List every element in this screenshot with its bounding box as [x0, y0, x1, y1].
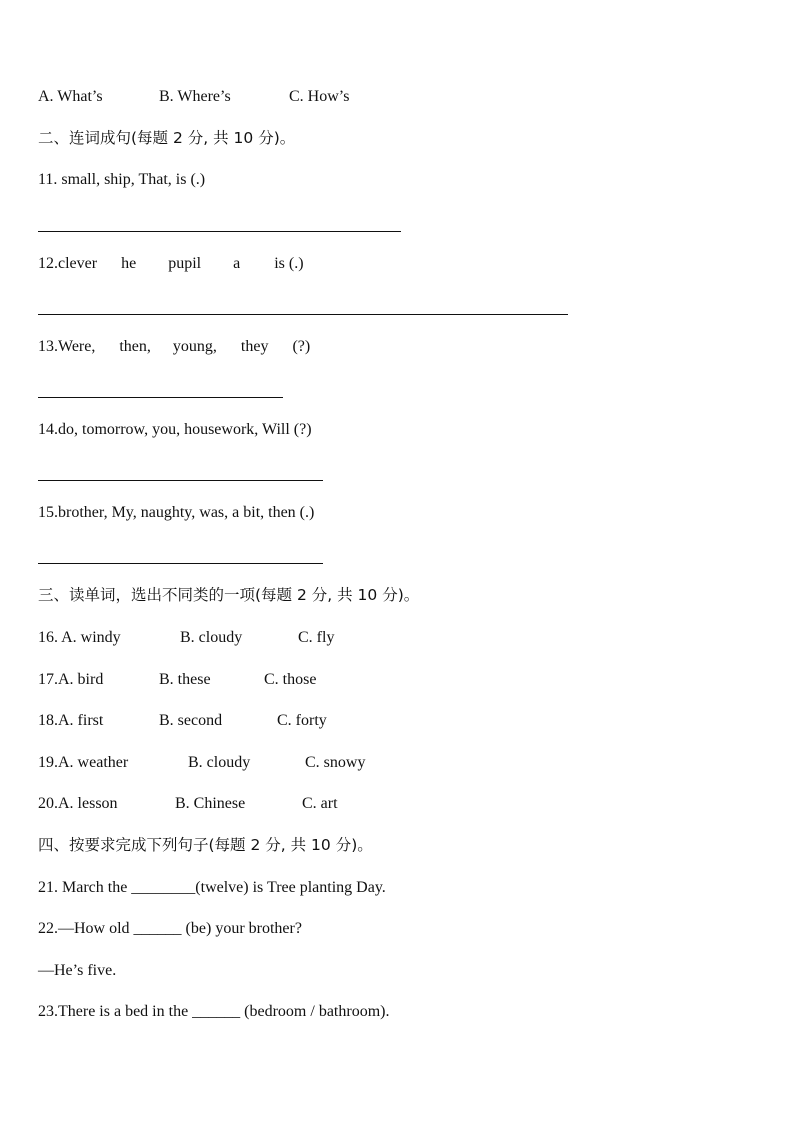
q11-number: 11.: [38, 171, 58, 188]
q17-option-a: A. bird: [58, 671, 104, 688]
q17: [38, 670, 317, 690]
q16-number: 16.: [38, 629, 58, 646]
q19-option-a: A. weather: [58, 754, 129, 771]
q19-option-c: C. snowy: [305, 754, 366, 771]
q18-number: 18.: [38, 712, 58, 729]
section3-heading: 三、读单词，选出不同类的一项(每题 2 分, 共 10 分)。: [38, 586, 420, 604]
q21: 21. March the ________(twelve) is Tree planting Day.: [38, 879, 386, 896]
q12-word-5: is (.): [274, 255, 304, 272]
q20-option-b: B. Chinese: [175, 795, 246, 812]
q16-option-b: B. cloudy: [180, 629, 243, 646]
q12-word-3: pupil: [168, 255, 202, 272]
q13: [38, 337, 310, 357]
q18: [38, 711, 327, 731]
q15-answer-line[interactable]: [38, 563, 323, 564]
q13-word-5: (?): [292, 338, 311, 355]
q13-word-4: they: [240, 338, 269, 355]
q11-answer-line[interactable]: [38, 231, 401, 232]
q16: [38, 628, 335, 648]
q20-option-c: C. art: [302, 795, 338, 812]
q15-words: brother, My, naughty, was, a bit, then (.): [58, 504, 315, 521]
q13-answer-line[interactable]: [38, 397, 283, 398]
q14-number: 14.: [38, 421, 58, 438]
q12-word-2: he: [121, 255, 137, 272]
option-a: A. What’s: [38, 88, 103, 105]
q18-option-c: C. forty: [277, 712, 327, 729]
q12-number: 12.: [38, 255, 58, 272]
q15: [38, 503, 314, 523]
q22: 22.—How old ______ (be) your brother?: [38, 920, 302, 937]
q14: [38, 420, 312, 440]
q20: [38, 794, 338, 814]
q14-words: do, tomorrow, you, housework, Will (?): [58, 421, 312, 438]
q11: [38, 170, 205, 190]
q19-number: 19.: [38, 754, 58, 771]
q19-option-b: B. cloudy: [188, 754, 251, 771]
q13-word-3: young,: [172, 338, 217, 355]
q13-number: 13.: [38, 338, 58, 355]
q19: [38, 753, 366, 773]
q20-option-a: A. lesson: [58, 795, 118, 812]
section4-heading: 四、按要求完成下列句子(每题 2 分, 共 10 分)。: [38, 836, 373, 854]
q23: 23.There is a bed in the ______ (bedroom / bathroom).: [38, 1003, 390, 1020]
q14-answer-line[interactable]: [38, 480, 323, 481]
q12-word-1: clever: [58, 255, 98, 272]
q13-word-1: Were,: [58, 338, 96, 355]
q18-option-a: A. first: [58, 712, 104, 729]
q12-answer-line[interactable]: [38, 314, 568, 315]
q16-option-c: C. fly: [298, 629, 335, 646]
section2-heading: 二、连词成句(每题 2 分, 共 10 分)。: [38, 129, 296, 147]
option-b: B. Where’s: [159, 88, 231, 105]
q17-option-b: B. these: [159, 671, 211, 688]
q20-number: 20.: [38, 795, 58, 812]
q12-word-4: a: [233, 255, 241, 272]
q17-number: 17.: [38, 671, 58, 688]
q17-option-c: C. those: [264, 671, 317, 688]
q13-word-2: then,: [119, 338, 151, 355]
q12: [38, 254, 304, 274]
q15-number: 15.: [38, 504, 58, 521]
option-c: C. How’s: [289, 88, 350, 105]
q22-answer: —He’s five.: [38, 962, 117, 979]
q16-option-a: A. windy: [58, 629, 121, 646]
q18-option-b: B. second: [159, 712, 223, 729]
q11-words: small, ship, That, is (.): [57, 171, 206, 188]
